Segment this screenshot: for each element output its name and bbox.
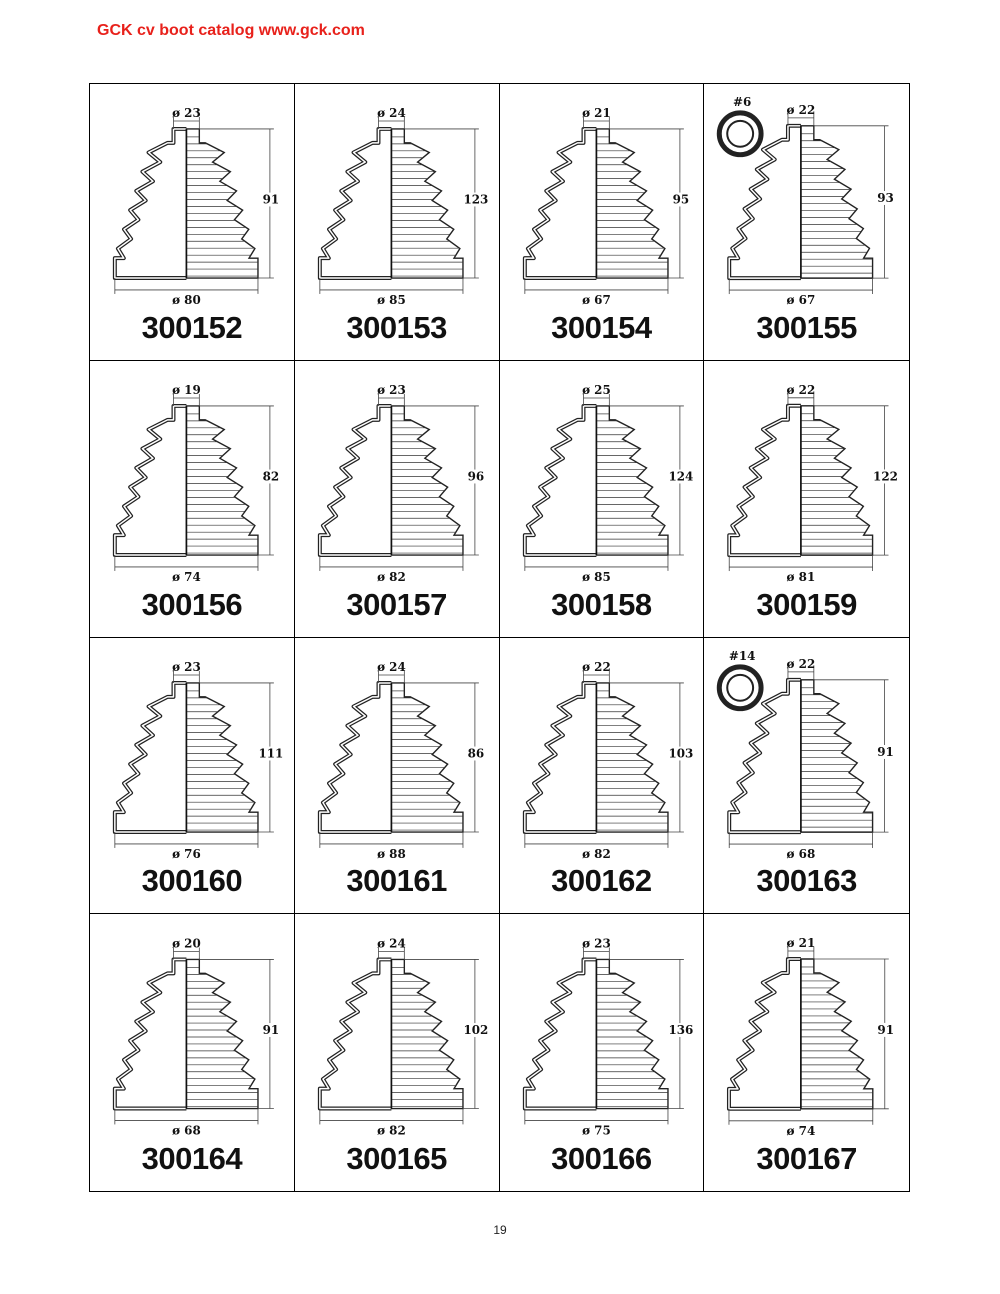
boot-profile-section	[524, 406, 596, 555]
height-label: 103	[667, 745, 693, 760]
height-label: 136	[667, 1023, 693, 1038]
boot-card	[90, 361, 295, 638]
part-number: 300166	[551, 1141, 652, 1176]
small-diameter-label: ø 22	[786, 382, 816, 397]
boot-profile-section	[320, 960, 392, 1109]
part-number: 300167	[756, 1141, 857, 1176]
boot-card	[90, 638, 295, 915]
part-number: 300165	[346, 1141, 447, 1176]
boot-profile-outline	[391, 960, 463, 1109]
boot-profile-outline	[801, 679, 873, 831]
boot-card	[500, 638, 705, 915]
height-label: 82	[262, 469, 280, 484]
part-number: 300163	[756, 863, 857, 899]
large-diameter-label: ø 67	[581, 292, 611, 307]
boot-profile-outline	[801, 406, 873, 555]
height-label: 122	[873, 469, 899, 484]
part-number: 300152	[141, 309, 243, 345]
height-label: 102	[463, 1023, 489, 1038]
boot-profile-section	[320, 129, 392, 278]
large-diameter-label: ø 75	[581, 1123, 611, 1138]
large-diameter-label: ø 76	[172, 846, 201, 861]
small-diameter-label: ø 23	[376, 382, 406, 397]
large-diameter-label: ø 82	[581, 846, 611, 861]
boot-profile-section	[729, 959, 801, 1109]
boot-profile-section	[524, 960, 596, 1109]
large-diameter-label: ø 82	[376, 569, 406, 584]
part-number: 300160	[141, 863, 243, 899]
part-number: 300157	[346, 586, 447, 622]
boot-profile-outline	[596, 406, 668, 555]
boot-card	[500, 361, 705, 638]
part-number: 300153	[346, 309, 447, 345]
small-diameter-label: ø 22	[786, 656, 816, 671]
boot-card	[295, 361, 500, 638]
small-diameter-label: ø 19	[172, 382, 201, 397]
part-number: 300161	[346, 863, 447, 899]
large-diameter-label: ø 81	[786, 569, 816, 584]
small-diameter-label: ø 21	[786, 936, 816, 951]
boot-card	[295, 638, 500, 915]
boot-profile-outline	[596, 682, 668, 831]
small-diameter-label: ø 20	[172, 936, 201, 951]
boot-profile-outline	[391, 406, 463, 555]
boot-profile-outline	[801, 959, 873, 1109]
height-label: 96	[467, 469, 484, 484]
large-diameter-label: ø 85	[376, 292, 406, 307]
height-label: 91	[262, 1023, 280, 1038]
height-label: 123	[463, 192, 489, 207]
section-tag-label: #14	[729, 648, 756, 663]
height-label: 91	[877, 744, 895, 759]
tripod-section-icon	[720, 113, 762, 155]
boot-card	[704, 84, 909, 361]
small-diameter-label: ø 22	[581, 659, 611, 674]
small-diameter-label: ø 22	[786, 102, 816, 117]
large-diameter-label: ø 67	[786, 293, 816, 308]
large-diameter-label: ø 88	[376, 846, 406, 861]
boot-card	[704, 638, 909, 915]
boot-card	[500, 84, 705, 361]
height-label: 91	[262, 192, 280, 207]
boot-profile-section	[729, 679, 801, 831]
small-diameter-label: ø 25	[581, 382, 611, 397]
small-diameter-label: ø 21	[581, 106, 611, 121]
small-diameter-label: ø 24	[376, 936, 406, 951]
boot-profile-section	[320, 682, 392, 831]
boot-profile-outline	[596, 960, 668, 1109]
part-number: 300154	[551, 309, 652, 345]
boot-profile-section	[524, 682, 596, 831]
boot-grid	[89, 83, 910, 1192]
boot-card	[295, 84, 500, 361]
tripod-section-icon	[720, 666, 762, 708]
height-label: 95	[672, 192, 689, 207]
boot-card	[500, 914, 705, 1191]
height-label: 86	[467, 745, 484, 760]
boot-profile-outline	[186, 682, 258, 831]
small-diameter-label: ø 24	[376, 659, 406, 674]
boot-profile-outline	[186, 406, 258, 555]
boot-profile-outline	[186, 960, 258, 1109]
part-number: 300158	[551, 586, 652, 622]
boot-card	[90, 84, 295, 361]
boot-profile-section	[115, 682, 187, 831]
small-diameter-label: ø 23	[172, 106, 201, 121]
boot-profile-outline	[391, 129, 463, 278]
part-number: 300156	[141, 586, 243, 622]
large-diameter-label: ø 74	[172, 569, 201, 584]
height-label: 91	[877, 1023, 895, 1038]
boot-card	[704, 914, 909, 1191]
large-diameter-label: ø 68	[786, 846, 816, 861]
height-label: 124	[667, 469, 693, 484]
height-label: 93	[877, 190, 895, 205]
page-number: 19	[493, 1223, 507, 1237]
boot-profile-section	[320, 406, 392, 555]
large-diameter-label: ø 68	[172, 1123, 201, 1138]
boot-card	[90, 914, 295, 1191]
large-diameter-label: ø 82	[376, 1123, 406, 1138]
small-diameter-label: ø 24	[376, 106, 406, 121]
part-number: 300164	[141, 1141, 243, 1176]
catalog-header: GCK cv boot catalog www.gck.com	[97, 22, 365, 39]
boot-profile-section	[115, 129, 187, 278]
height-label: 111	[258, 745, 284, 760]
part-number: 300162	[551, 863, 652, 899]
section-tag-label: #6	[733, 94, 752, 109]
large-diameter-label: ø 80	[172, 292, 201, 307]
boot-profile-outline	[391, 682, 463, 831]
boot-card	[295, 914, 500, 1191]
boot-profile-section	[524, 129, 596, 278]
boot-card	[704, 361, 909, 638]
boot-profile-outline	[186, 129, 258, 278]
boot-profile-section	[115, 406, 187, 555]
large-diameter-label: ø 74	[786, 1124, 816, 1139]
part-number: 300159	[756, 586, 857, 622]
boot-profile-section	[115, 960, 187, 1109]
boot-profile-outline	[801, 126, 873, 278]
boot-profile-section	[729, 406, 801, 555]
boot-profile-outline	[596, 129, 668, 278]
part-number: 300155	[756, 309, 857, 345]
boot-profile-section	[729, 126, 801, 278]
small-diameter-label: ø 23	[172, 659, 201, 674]
large-diameter-label: ø 85	[581, 569, 611, 584]
small-diameter-label: ø 23	[581, 936, 611, 951]
